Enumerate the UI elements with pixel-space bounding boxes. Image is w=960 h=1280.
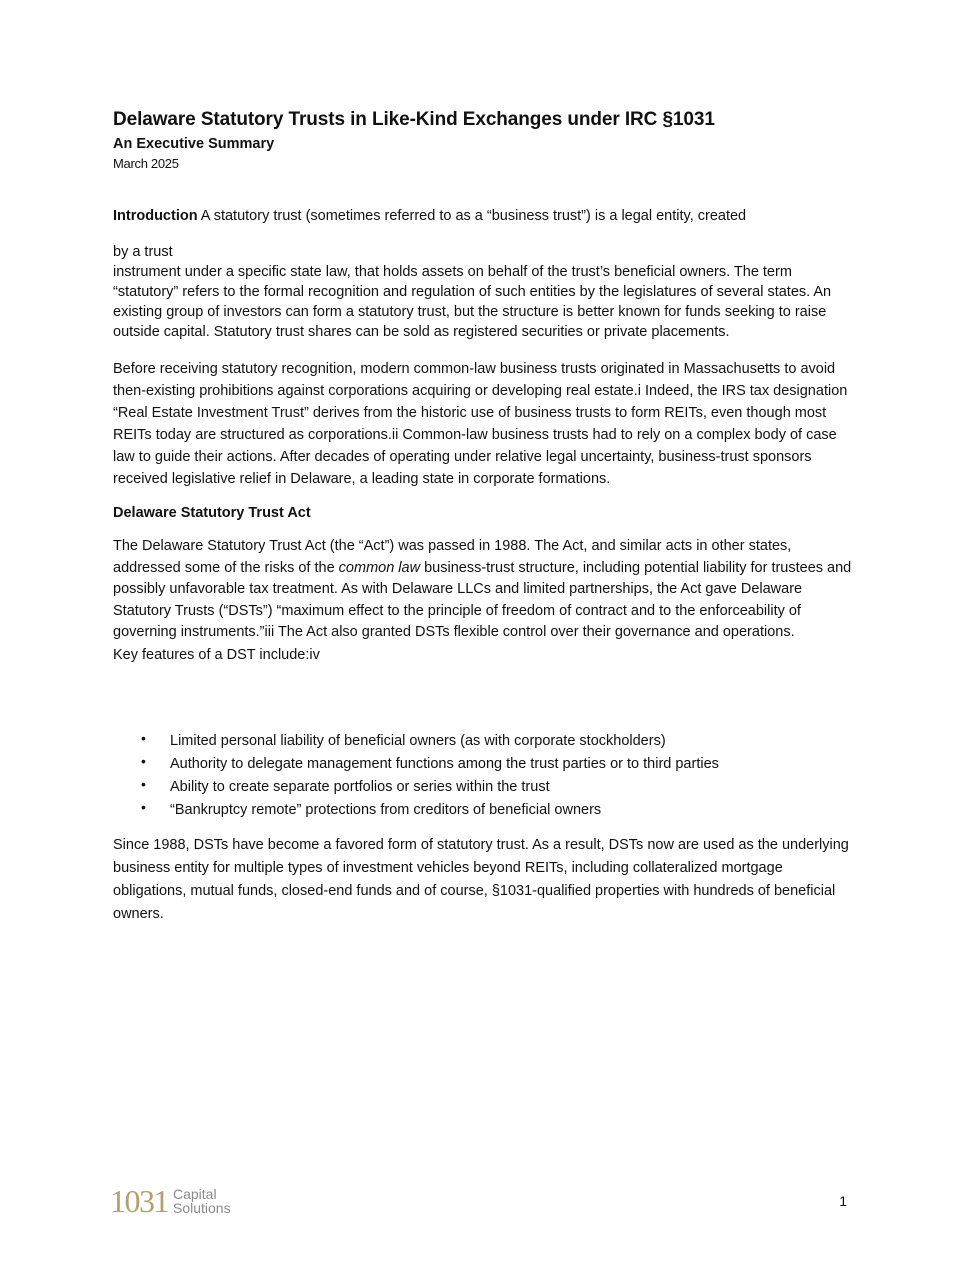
list-item-text: Ability to create separate portfolios or series within the trust [170,778,550,795]
features-list [113,730,853,822]
act-paragraph-before: The Delaware Statutory Trust Act (the “Act”) was passed in 1988. The Act, and similar acts in other states, addressed some of the risks of the [113,538,792,576]
section-heading-act: Delaware Statutory Trust Act [113,505,311,521]
list-item [113,799,853,822]
document-title: Delaware Statutory Trusts in Like-Kind Exchanges under IRC §1031 [113,109,715,130]
company-logo [110,1184,231,1218]
closing-paragraph: Since 1988, DSTs have become a favored form of statutory trust. As a result, DSTs now are used as the underlying business entity for multiple types of investment vehicles beyond REITs, including collateralized mortgage obligations, mutual funds, closed-end funds and of course, §1031-qualified properties with hundreds of beneficial owners. [113,836,849,922]
logo-word-capital: Capital [173,1186,217,1202]
key-features-label: Key features of a DST include:iv [113,646,320,663]
page-number: 1 [839,1193,847,1209]
list-item-text: Limited personal liability of beneficial owners (as with corporate stockholders) [170,732,666,749]
act-paragraph-after: business-trust structure, including potential liability for trustees and possibly unfavorable tax treatment. As with Delaware LLCs and limited partnerships, the Act gave Delaware Statutory Trusts (“DSTs”) “maximum effect to the principle of freedom of contract and to the enforceability of governing instruments.”iii The Act also granted DSTs flexible control over their governance and operations. [113,559,852,641]
list-item [113,776,853,799]
bullet-icon: • [141,729,146,746]
list-item-text: “Bankruptcy remote” protections from creditors of beneficial owners [170,801,602,818]
logo-number: 1031 [110,1183,168,1219]
logo-wordmark [173,1187,231,1215]
introduction-by-a-trust: by a trust [113,244,173,260]
bullet-icon: • [141,775,146,792]
introduction-paragraph: instrument under a specific state law, that holds assets on behalf of the trust’s beneficial owners. The term “statutory” refers to the formal recognition and regulation of such entities by the legislatures of several states. An existing group of investors can form a statutory trust, but the structure is better known for funds seeking to raise outside capital. Statutory trust shares can be sold as registered securities or private placements. [113,264,832,340]
document-subtitle: An Executive Summary [113,136,275,152]
bullet-icon: • [141,798,146,815]
introduction-first-line-text: A statutory trust (sometimes referred to as a “business trust”) is a legal entity, created [197,208,747,224]
bullet-icon: • [141,752,146,769]
document-date: March 2025 [113,156,179,171]
list-item-text: Authority to delegate management functions among the trust parties or to third parties [170,755,719,772]
document-body [113,106,853,926]
list-item [113,730,853,753]
act-paragraph-emphasis: common law [338,559,421,576]
introduction-first-line [113,206,853,226]
introduction-label: Introduction [113,208,198,224]
logo-word-solutions: Solutions [173,1200,231,1216]
list-item [113,753,853,776]
act-paragraph [113,536,853,644]
history-paragraph: Before receiving statutory recognition, modern common-law business trusts originated in Massachusetts to avoid then-existing prohibitions against corporations acquiring or developing real estate.i Indeed, the IRS tax designation “Real Estate Investment Trust” derives from the historic use of business trusts to form REITs, even though most REITs today are structured as corporations.ii Common-law business trusts had to rely on a complex body of case law to guide their actions. After decades of operating under relative legal uncertainty, business-trust sponsors received legislative relief in Delaware, a leading state in corporate formations. [113,361,848,487]
